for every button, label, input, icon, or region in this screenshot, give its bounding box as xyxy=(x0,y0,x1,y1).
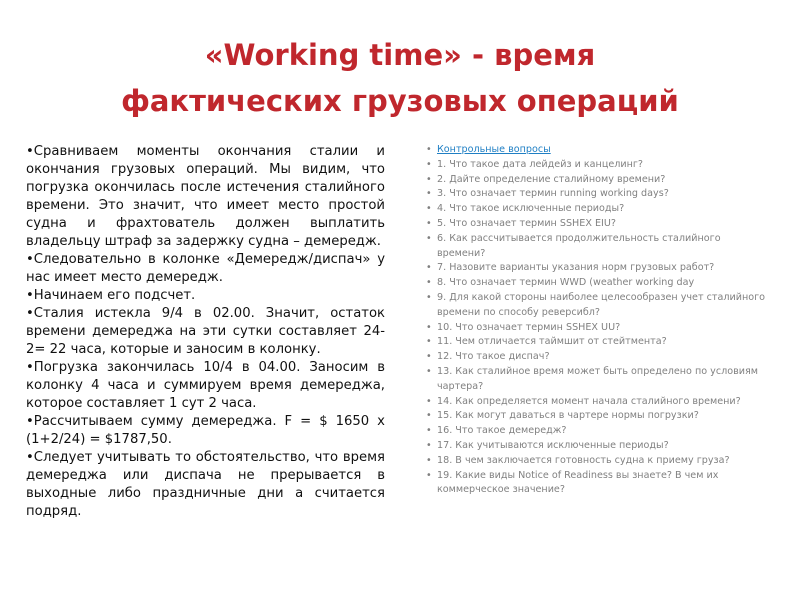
question-item xyxy=(426,395,766,410)
question-text: 12. Что такое диспач? xyxy=(437,351,550,363)
bullet-glyph: • xyxy=(426,439,432,451)
question-text: 13. Как сталийное время может быть определено по условиям чартера? xyxy=(437,365,758,392)
bullet-paragraph: •Следовательно в колонке «Демередж/диспач» у нас имеет место демередж. xyxy=(26,252,385,285)
bullet-glyph: • xyxy=(426,454,432,466)
question-text: 19. Какие виды Notice of Readiness вы знаете? В чем их коммерческое значение? xyxy=(437,469,719,496)
title-line-1: «Working time» - время xyxy=(204,38,596,72)
bullet-glyph: • xyxy=(426,351,432,363)
question-text: 1. Что такое дата лейдейз и канцелинг? xyxy=(437,158,644,170)
bullet-paragraph: •Сталия истекла 9/4 в 02.00. Значит, остаток времени демереджа на эти сутки составляет 24-2= 22 часа, которые и заносим в колонку. xyxy=(26,306,385,357)
bullet-paragraph: •Следует учитывать то обстоятельство, что время демереджа или диспача не прерывается в выходные либо праздничные дни а считается подряд. xyxy=(26,450,385,519)
bullet-glyph: • xyxy=(426,336,432,348)
question-text: 7. Назовите варианты указания норм грузовых работ? xyxy=(437,262,715,274)
question-item xyxy=(426,365,766,395)
slide-title xyxy=(40,32,760,124)
control-questions-link-item xyxy=(426,143,766,158)
question-item xyxy=(426,350,766,365)
bullet-glyph: • xyxy=(426,188,432,200)
question-text: 18. В чем заключается готовность судна к приему груза? xyxy=(437,454,730,466)
bullet-paragraph: •Рассчитываем сумму демереджа. F = $ 1650 x (1+2/24) = $1787,50. xyxy=(26,414,385,447)
question-text: 9. Для какой стороны наиболее целесообразен учет сталийного времени по способу реверсибл? xyxy=(437,291,765,318)
question-item xyxy=(426,158,766,173)
bullet-glyph: • xyxy=(426,203,432,215)
question-item xyxy=(426,335,766,350)
question-item xyxy=(426,424,766,439)
question-text: 4. Что такое исключенные периоды? xyxy=(437,203,625,215)
question-item xyxy=(426,173,766,188)
bullet-glyph: • xyxy=(426,469,432,481)
bullet-glyph: • xyxy=(426,410,432,422)
question-item xyxy=(426,217,766,232)
question-text: 6. Как рассчитывается продолжительность сталийного времени? xyxy=(437,232,721,259)
question-item xyxy=(426,261,766,276)
question-text: 14. Как определяется момент начала сталийного времени? xyxy=(437,395,741,407)
bullet-glyph: • xyxy=(426,173,432,185)
bullet-glyph: • xyxy=(426,232,432,244)
bullet-paragraph: •Сравниваем моменты окончания сталии и окончания грузовых операций. Мы видим, что погрузка окончилась после истечения сталийного времени. Это значит, что имеет место простой судна и фрахтователь должен выплатить владельцу штраф за задержку судна – демередж. xyxy=(26,144,385,249)
question-item xyxy=(426,321,766,336)
bullet-glyph: • xyxy=(426,144,432,155)
title-line-2: фактических грузовых операций xyxy=(121,84,679,118)
control-questions-link[interactable]: Контрольные вопросы xyxy=(437,144,551,155)
question-item xyxy=(426,454,766,469)
question-item xyxy=(426,439,766,454)
question-text: 11. Чем отличается таймшит от стейтмента? xyxy=(437,336,667,348)
bullet-glyph: • xyxy=(426,158,432,170)
question-text: 3. Что означает термин running working days? xyxy=(437,188,669,200)
bullet-glyph: • xyxy=(426,277,432,289)
bullet-glyph: • xyxy=(426,262,432,274)
question-text: 17. Как учитываются исключенные периоды? xyxy=(437,439,669,451)
question-item xyxy=(426,291,766,321)
question-item xyxy=(426,469,766,499)
bullet-glyph: • xyxy=(426,425,432,437)
question-text: 16. Что такое демередж? xyxy=(437,425,567,437)
calculation-explanation xyxy=(26,143,385,521)
bullet-glyph: • xyxy=(426,321,432,333)
question-text: 8. Что означает термин WWD (weather working day xyxy=(437,277,695,289)
question-text: 10. Что означает термин SSHEX UU? xyxy=(437,321,621,333)
question-item xyxy=(426,202,766,217)
control-questions xyxy=(426,143,766,498)
bullet-paragraph: •Погрузка закончилась 10/4 в 04.00. Заносим в колонку 4 часа и суммируем время демереджа, которое составляет 1 сут 2 часа. xyxy=(26,360,385,411)
question-text: 2. Дайте определение сталийному времени? xyxy=(437,173,666,185)
bullet-glyph: • xyxy=(426,365,432,377)
question-text: 5. Что означает термин SSHEX EIU? xyxy=(437,217,616,229)
question-item xyxy=(426,276,766,291)
bullet-glyph: • xyxy=(426,395,432,407)
bullet-glyph: • xyxy=(426,291,432,303)
question-text: 15. Как могут даваться в чартере нормы погрузки? xyxy=(437,410,699,422)
question-item xyxy=(426,232,766,262)
bullet-paragraph: •Начинаем его подсчет. xyxy=(26,288,196,303)
question-item xyxy=(426,187,766,202)
bullet-glyph: • xyxy=(426,217,432,229)
question-item xyxy=(426,409,766,424)
